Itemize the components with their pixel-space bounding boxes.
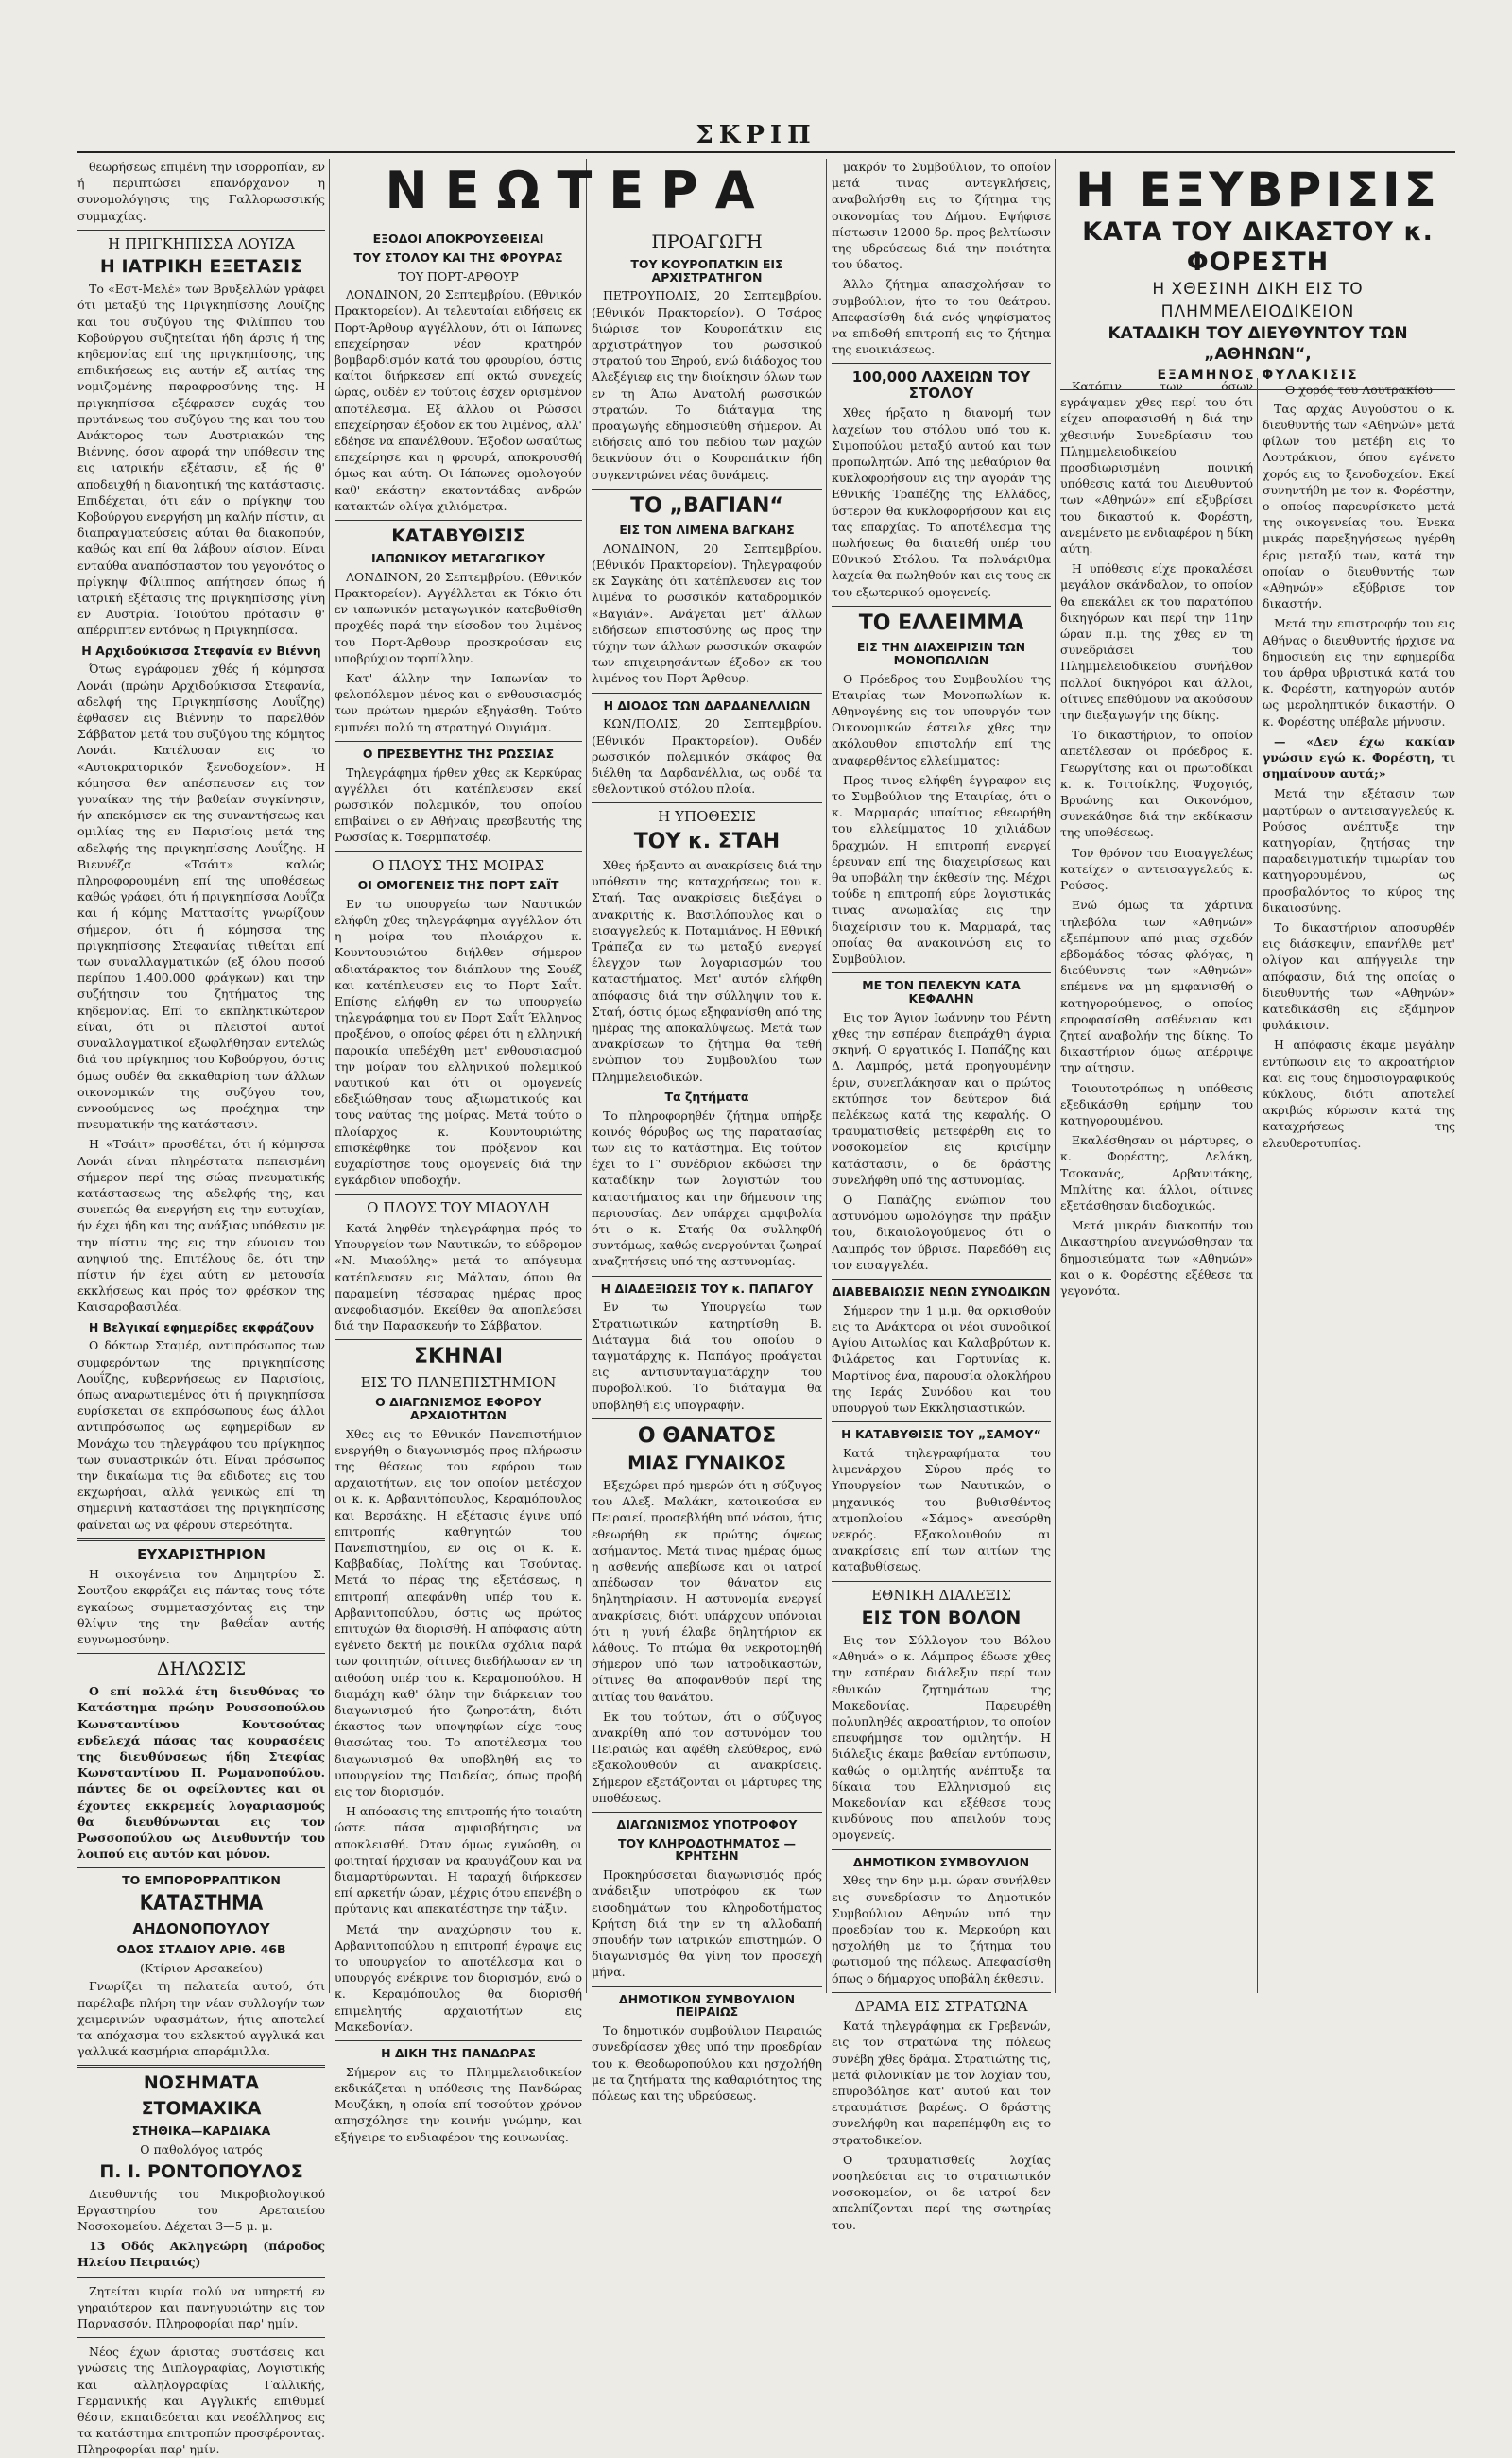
headline: ΔΡΑΜΑ ΕΙΣ ΣΤΡΑΤΩΝΑ xyxy=(854,1997,1028,2015)
headline: ΕΥΧΑΡΙΣΤΗΡΙΟΝ xyxy=(137,1545,266,1563)
lead-subheadline: Η ΧΘΕΣΙΝΗ ΔΙΚΗ ΕΙΣ ΤΟ ΠΛΗΜΜΕΛΕΙΟΔΙΚΕΙΟΝ xyxy=(1152,280,1364,321)
article-text: Εις τον Σύλλογον του Βόλου «Αθηνά» ο κ. Λάμπρος έδωσε χθες την εσπέραν διάλεξιν περί των εθνικών ζητημάτων της Μακεδονίας. Παρευρέθη πολυπληθές ακροατήριον, το οποίον επευφήμησε τον ομιλητήν. Η διάλεξις έκαμε βαθείαν εντύπωσιν, καθώς ο ομιλητής ανέπτυξε τα δίκαια του Ελληνισμού εις Μακεδονίαν και εξέθεσε τους κινδύνους που απειλούν τους ομογενείς. xyxy=(832,1632,1051,1843)
divider xyxy=(335,741,582,742)
ad-line: Ο παθολόγος ιατρός xyxy=(140,2141,263,2157)
divider xyxy=(832,363,1051,364)
divider xyxy=(77,230,325,231)
headline: ΕΙΣ ΤΟΝ ΒΟΛΟΝ xyxy=(861,1607,1022,1629)
article-text: Ο δόκτωρ Σταμέρ, αντιπρόσωπος των συμφερόντων της πριγκηπίσσης Λουΐζης, κυβερνήσεως εν Παρισίοις, όπως αναρωτιεμένος ότι ή πριγκηπίσσα ευρίσκεται σε εκπρόσωπους έως άλλοι αντιπρόσωπος ως εφημερίδων εν Μονάχω του τηλεγράφου του πρίγκηπος των συναστρικών ότι. Είναι πρόσωπος την δικαίωμα τις θα εδιδοτες εις του εκχωρήσαι, αλλά γενικώς επί τη σημερινή καταστάσει της πριγκηπίσσης φαίνεται ως να φέρουν στερεότητα. xyxy=(77,1338,325,1532)
headline: ΤΟΥ κ. ΣΤΑΗ xyxy=(633,829,781,853)
divider xyxy=(592,1812,822,1813)
lead-headline: Η ΕΞΥΒΡΙΣΙΣ xyxy=(1075,163,1440,217)
divider xyxy=(832,1279,1051,1280)
divider xyxy=(77,1653,325,1654)
article-text: Το δικαστήριον, το οποίον απετέλεσαν οι πρόεδρος κ. Γεωργίτσης και οι πρωτοδίκαι κ. κ. Τσιτσίκλης, Ψυχογιός, Βρυώνης και Οικονόμου, συνεκάθησε διά την εκδίκασιν της υποθέσεως. xyxy=(1060,728,1253,840)
headline: Η ΔΙΟΔΟΣ ΤΩΝ ΔΑΡΔΑΝΕΛΛΙΩΝ xyxy=(603,697,811,713)
article-text: Η «Τσάιτ» προσθέτει, ότι ή κόμησσα Λονάι είναι πληρέστατα πεπεισμένη σήμερον περί της σώας πνευματικής κατάστασεως της αδελφής της, και συνεπώς θα ενεργήση εις την ευτυχίαν, ήν έχει ήδη και της ανάξιας υπόθεσιν με την πίστιν της εις την εύνοιαν του ανηψιού της. Επιτέλους δε, ότι την πίστιν ήν έχει αύτη εν μετουσία εκκλήσεως και πρός τον φρέσκον της Καισαροβασιλέα. xyxy=(77,1137,325,1315)
divider xyxy=(592,1986,822,1987)
ad-text: 13 Οδός Ακληγεώρη (πάροδος Ηλείου Πειραιώς) xyxy=(77,2239,325,2270)
article-text: Το «Εστ-Μελέ» των Βρυξελλών γράφει ότι μεταξύ της Πριγκηπίσσης Λουίζης και του συζύγου της Φιλίππου του Κοβούργου συζητείται ήδη άρσις ή της κηδεμονίας επί της πριγκηπίσσης, της επιδικήσεως εις αυτήν εξ αιτίας της νομιζομένης παραφροσύνης της. Η πριγκηπίσσα εξέφρασεν ευχάς του πρυτάνεως του συζύγου της και του του Ανάκτορος των Αυστριακών της Βιέννης, όσον αφορά την υπόθεσιν της εις ιατρικήν εξέτασιν, εξ ής θ' αποδειχθή η διανοητική της κατάστασις. Επιδέχεται, ότι εάν ο πρίγκηψ του Κοβούργου ενεργήση μη καλήν πίστιν, αι διαπραγματεύσεις αύται θα διακοπούν, καθώς και επί θα λάβουν αίσιον. Είναι ενταύθα αναπόσπαστον του γεγονότος ο πρίγκηψ Φίλιππος απήτησεν όπως ή ιατρική εξέτασις της πριγκηπίσσης γίνη εν Αυστρία. Τοιούτου πρότασιν θ' απέρριπτεν εντόνως η Πριγκηπίσσα. xyxy=(77,282,325,638)
lead-column-b xyxy=(1263,378,1455,1993)
lead-subheadline: ΚΑΤΑ ΤΟΥ ΔΙΚΑΣΤΟΥ κ. ΦΟΡΕΣΤΗ xyxy=(1082,217,1434,277)
ad-headline: Π. Ι. ΡΟΝΤΟΠΟΥΛΟΣ xyxy=(99,2160,303,2182)
ad-text: Γνωρίζει τη πελατεία αυτού, ότι παρέλαβε πλήρη την νέαν συλλογήν των χειμερινών υφασμάτων, ήτις αποτελεί τα απόχασμα του εκλεκτού αγγλικά και γαλλικά κασμήρια απαράμιλλα. xyxy=(77,1979,325,2059)
subheadline: Ο χορός του Λουτρακίου xyxy=(1285,383,1433,397)
article-text: Εν τω Υπουργείω των Στρατιωτικών κατηρτίσθη Β. Διάταγμα διά του οποίου ο ταγματάρχης κ. Παπάγος προάγεται εις αντισυνταγματάρχην του πυροβολικού. Το διάταγμα θα υποβληθή εις υπογραφήν. xyxy=(592,1299,822,1412)
article-text: Προς τινος ελήφθη έγγραφον εις το Συμβούλιον της Εταιρίας, ότι ο κ. Μαρμαράς υπαίτιος εθεωρήθη του ελλείμματος 10 χιλιάδων δραχμών. Η επιτροπή ενεργεί έρευναν επί της διαχειρίσεως και θα υποβάλη την έκθεσίν της. Μέχρι τούδε η επιτροπή εύρε λογιστικάς τινας ανωμαλίας εις την διαχείρισιν του κ. Μαρμαρά, τας οποίας θα ανακοινώση εις το Συμβούλιον. xyxy=(832,772,1051,967)
top-rule xyxy=(77,151,1455,153)
divider xyxy=(335,520,582,521)
lead-subheadline: ΚΑΤΑΔΙΚΗ ΤΟΥ ΔΙΕΥΘΥΝΤΟΥ ΤΩΝ „ΑΘΗΝΩΝ“, xyxy=(1108,324,1408,364)
headline: ΕΞΟΔΟΙ ΑΠΟΚΡΟΥΣΘΕΙΣΑΙ xyxy=(372,232,544,246)
ad-line: ΟΔΟΣ ΣΤΑΔΙΟΥ ΑΡΙΘ. 46Β xyxy=(116,1941,286,1956)
article-text: Εκαλέσθησαν οι μάρτυρες, ο κ. Φορέστης, Λελάκη, Τσοκανάς, Αρβανιτάκης, Μπλίτης και άλλοι, οίτινες εξετάσθησαν διαδοχικώς. xyxy=(1060,1133,1253,1212)
article-text: Τας αρχάς Αυγούστου ο κ. διευθυντής των «Αθηνών» μετά φίλων του μετέβη εις το Λουτράκιον, όπου εγένετο χορός εις το ξενοδοχείον. Εκεί συνηντήθη με τον κ. Φορέστην, ο οποίος παρευρίσκετο μετά της οικογενείας του. Ένεκα μικράς παρεξηγήσεως ηγέρθη έρις μεταξύ των, κατά την οποίαν ο διευθυντής των «Αθηνών» εξύβρισε τον δικαστήν. xyxy=(1263,401,1455,611)
column-3 xyxy=(592,227,822,2103)
column-1 xyxy=(77,159,325,2457)
article-text: Η απόφασις έκαμε μεγάλην εντύπωσιν εις το ακροατήριον και εις τους δημοσιογραφικούς κύκλους, διότι αποτελεί ακριβώς κύρωσιν κατά της καταχρήσεως της ελευθεροτυπίας. xyxy=(1263,1038,1455,1150)
divider xyxy=(832,606,1051,607)
headline: Η ΔΙΚΗ ΤΗΣ ΠΑΝΔΩΡΑΣ xyxy=(381,2046,536,2061)
column-rule xyxy=(1055,159,1056,1993)
article-text: Εκ του τούτων, ότι ο σύζυγος ανακρίθη από τον αστυνόμον του Πειραιώς και αφέθη ελεύθερος, ενώ εξακολουθούν αι ανακρίσεις. Σήμερον εξετάζονται οι μάρτυρες της υποθέσεως. xyxy=(592,1709,822,1805)
column-rule xyxy=(1257,378,1258,1993)
article-text: ΛΟΝΔΙΝΟΝ, 20 Σεπτεμβρίου. (Εθνικόν Πρακτορείον). Αι τελευταίαι ειδήσεις εκ Πορτ-Άρθουρ αγγέλλουν, ότι οι Ιάπωνες επεχείρησαν νέον κρατηρόν βομβαρδισμόν κατά του φρουρίου, όστις καίτοι διήρκεσεν επί οκτώ συνεχείς ώρας, ουδέν εν τούτοις έσχεν ορισμένον αποτέλεσμα. Εξ άλλου οι Ρώσσοι επεχείρησαν έξοδον εκ του λιμένος, αλλ' εδέησε να επανέλθουν. Έξοδον ωσαύτως επεχείρησε και η φρουρά, αποκρουσθή όμως και αύτη. Οι Ιάπωνες ομολογούν καθ' εκάστην εκατοντάδας ανδρών κατακτών ολίγα χιλιόμετρα. xyxy=(335,287,582,513)
article-text: Χθες την 6ην μ.μ. ώραν συνήλθεν εις συνεδρίασιν το Δημοτικόν Συμβούλιον Αθηνών υπό την προεδρίαν του κ. Μερκούρη και ησχολήθη με το ζήτημα του φωτισμού της πόλεως. Απεφασίσθη όπως ο δήμαρχος υποβάλη έκθεσιν. xyxy=(832,1873,1051,1985)
headline: Ο ΠΛΟΥΣ ΤΗΣ ΜΟΙΡΑΣ xyxy=(371,856,545,874)
headline: ΤΟΥ ΣΤΟΛΟΥ ΚΑΙ ΤΗΣ ΦΡΟΥΡΑΣ xyxy=(353,249,563,265)
article-text: Εν τω υπουργείω των Ναυτικών ελήφθη χθες τηλεγράφημα αγγέλλον ότι η μοίρα του πλοιάρχου κ. Κουντουριώτου διήλθεν σήμερον αδιατάρακτος τον διάπλουν της Σουέζ και κατέπλευσεν εις το Πορτ Σαΐτ. Επίσης ελήφθη εν τω υπουργείω τηλεγράφημα του εν Πορτ Σαΐτ Έλληνος προξένου, ο οποίος φέρει ότι η ελληνική παροικία υπεδέχθη μετ' ενθουσιασμού την μοίραν του ελληνικού πολεμικού ναυτικού και ότι οι ομογενείς εδεξιώθησαν τους αξιωματικούς και τους ναύτας της μοίρας. Μετά τούτο ο πλοίαρχος κ. Κουντουριώτης επισκέφθηκε τον πρόξενον και ευχαρίστησε τους ομογενείς διά την εγκάρδιον υποδοχήν. xyxy=(335,896,582,1188)
article-text: Προκηρύσσεται διαγωνισμός πρός ανάδειξιν υποτρόφου εκ των εισοδημάτων του κληροδοτήματος Κρήτση διά την εν τη αλλοδαπή σπουδήν των ιατρικών επιστημών. Ο διαγωνισμός θα γίνη τον προσεχή μήνα. xyxy=(592,1867,822,1980)
column-rule xyxy=(586,159,587,1993)
subheadline: Η Αρχιδούκισσα Στεφανία εν Βιέννη xyxy=(81,643,321,658)
headline: Η ΥΠΟΘΕΣΙΣ xyxy=(658,808,756,826)
headline: ΤΟ ΕΛΛΕΙΜΜΑ xyxy=(858,610,1024,635)
article-text: Η οικογένεια του Δημητρίου Σ. Σουτζου εκφράζει εις πάντας τους τότε εγκαίρως συμμετασχόντας εις την θλίψιν της την βαθεΐαν αυτής ευγνωμοσύνην. xyxy=(77,1567,325,1647)
divider xyxy=(335,1339,582,1340)
ad-headline: ΝΟΣΗΜΑΤΑ xyxy=(143,2072,260,2094)
headline: Η ΠΡΙΓΚΗΠΙΣΣΑ ΛΟΥΙΖΑ xyxy=(108,234,295,252)
article-text: Ο τραυματισθείς λοχίας νοσηλεύεται εις το στρατιωτικόν νοσοκομείον, οι δε ιατροί δεν απελπίζονται περί της σωτηρίας του. xyxy=(832,2152,1051,2232)
divider xyxy=(335,1194,582,1195)
subheadline: Η Βελγικαί εφημερίδες εκφράζουν xyxy=(88,1319,315,1334)
section-banner: ΝΕΩΤΕΡΑ xyxy=(385,161,772,220)
article-text: Η απόφασις της επιτροπής ήτο τοιαύτη ώστε πάσα αμφισβήτησις να αποκλεισθή. Όταν όμως εγνώσθη, οι φοιτηταί ήρχισαν να κραυγάζουν και να διαμαρτύρωνται. Η ταραχή διήρκεσεν επί αρκετήν ώραν, μέχρις ότου επενέβη ο πρύτανις και απεκατέστησε την τάξιν. xyxy=(335,1804,582,1917)
divider xyxy=(832,1581,1051,1582)
headline: ΤΟΥ ΠΟΡΤ-ΑΡΘΟΥΡ xyxy=(398,268,519,284)
article-text: θεωρήσεως επιμένη την ισορροπίαν, εν ή περιπτώσει επανόρχανον η συνομολόγησις της Γαλλορωσσικής συμμαχίας. xyxy=(77,160,325,223)
divider xyxy=(832,1849,1051,1850)
article-text: Μετά την αναχώρησιν του κ. Αρβανιτοπούλου η επιτροπή έγραψε εις το υπουργείον το αποτέλεσμα και ο υπουργός ενέκρινε τον διορισμόν, ενώ ο κ. Κεραμόπουλος θα διορισθή επιμελητής αρχαιοτήτων εις Μακεδονίαν. xyxy=(335,1921,582,2034)
headline: Ο ΠΡΕΣΒΕΥΤΗΣ ΤΗΣ ΡΩΣΣΙΑΣ xyxy=(362,746,555,761)
masthead: ΣΚΡΙΠ xyxy=(696,121,816,149)
headline: 100,000 ΛΑΧΕΙΩΝ ΤΟΥ ΣΤΟΛΟΥ xyxy=(851,369,1031,402)
article-text: ΠΕΤΡΟΥΠΟΛΙΣ, 20 Σεπτεμβρίου. (Εθνικόν Πρακτορείον). Ο Τσάρος διώρισε τον Κουροπάτκιν εις αρχιστράτηγον του ρωσσικού στρατού του Ξηρού, ενώ διάδοχος του Αλεξέγιεφ εις την διοίκησιν όλων των εν τη Άπω Ανατολή ρωσσικών στρατών. Το διάταγμα της προαγωγής εδημοσιεύθη σήμερον. Αι ειδήσεις από του πεδίου των μαχών δεικνύουν ότι ο Κουροπάτκιν ήδη συγκεντρώνει νέας δυνάμεις. xyxy=(592,288,822,482)
headline: ΟΙ ΟΜΟΓΕΝΕΙΣ ΤΗΣ ΠΟΡΤ ΣΑΪΤ xyxy=(357,878,559,893)
lead-column-a xyxy=(1060,378,1253,1993)
article-text: Κατά ληφθέν τηλεγράφημα πρός το Υπουργείον των Ναυτικών, το εύδρομον «Ν. Μιαούλης» μετά το απόγευμα κατέπλευσεν εις Μάλταν, όπου θα παραμείνη τέσσαρας ημέρας προς ανεφοδιασμόν. Εκείθεν θα αποπλεύσει διά την Παρασκευήν το Σάββατον. xyxy=(335,1220,582,1333)
headline: ΔΗΛΩΣΙΣ xyxy=(156,1659,247,1680)
article-text: ΚΩΝ/ΠΟΛΙΣ, 20 Σεπτεμβρίου. (Εθνικόν Πρακτορείον). Ουδέν ρωσσικόν πολεμικόν σκάφος θα διέλθη τα Δαρδανέλλια, ως ουδέ τα εθελοντικού στόλου πλοία. xyxy=(592,716,822,797)
divider xyxy=(832,1992,1051,1993)
divider xyxy=(77,1538,325,1541)
headline: ΕΙΣ ΤΗΝ ΔΙΑΧΕΙΡΙΣΙΝ ΤΩΝ ΜΟΝΟΠΩΛΙΩΝ xyxy=(856,640,1026,667)
article-text: Ότως εγράφομεν χθές ή κόμησσα Λονάι (πρώην Αρχιδούκισσα Στεφανία, αδελφή της Πριγκηπίσσης Λουΐζης) έφθασεν εις Βιέννην το παρελθόν Σάββατον μετά του συζύγου της κόμητος Λονάι. Κατέλυσαν εις το «Αυτοκρατορικόν ξενοδοχείον». Η κόμησσα θεν απέσπευσεν εις τον γυναίκαν της τήν βαθείαν συγκίνησιν, ήν απεκόμισεν εκ της συναντήσεως και ομιλίας της εν Παρισίοις μετά της αδελφής της πριγκηπίσσης Λουΐζης. Η Βιεννέζα «Τσάιτ» καλώς πληροφορουμένη επί της υποθέσεως καθώς γράφει, ότι ή πριγκηπίσσα Λουΐζα και ή κόμης Ματτασίτς γνωρίζουν σήμερον, ότι ή κόμησσα της πριγκηπίσσης Στεφανίας τιθείται επί των συναλλαγματικών (εξ όλου ποσού περίπου 1.400.000 φράγκων) και την συζήτησιν του ζητήματος της κηδεμονίας. Επί το εκπληκτικώτερον είναι, ότι οι πλειστοί αυτοί συναλλαγματικοί εξωφλήθησαν εντελώς διά του πρίγκηπος του Κοβούργου, όστις όμως ουδέν θα εκκαθαρίση των άλλων οικονομικών της συζύγου του, εννοούμενος ως προέχημα την πνευματικήν της κατάστασιν. xyxy=(77,662,325,1132)
article-text: Το δημοτικόν συμβούλιον Πειραιώς συνεδρίασεν χθες υπό την προεδρίαν του κ. Θεοδωροπούλου και ησχολήθη με τα ζητήματα της καθαριότητος της πόλεως και της υδρεύσεως. xyxy=(592,2023,822,2103)
divider xyxy=(77,2337,325,2338)
divider xyxy=(592,693,822,694)
article-text: Κατά τηλεγράφημα εκ Γρεβενών, εις τον στρατώνα της πόλεως συνέβη χθες δράμα. Στρατιώτης τις, μετά φιλονικίαν με τον λοχίαν του, επυροβόλησε κατ' αυτού και τον ετραυμάτισε βαρέως. Ο δράστης συνελήφθη και παρεπέμφθη εις το στρατοδικείον. xyxy=(832,2019,1051,2147)
headline: Η ΙΑΤΡΙΚΗ ΕΞΕΤΑΣΙΣ xyxy=(99,256,303,278)
headline: ΙΑΠΩΝΙΚΟΥ ΜΕΤΑΓΩΓΙΚΟΥ xyxy=(371,550,545,565)
article-quote: — «Δεν έχω κακίαν γνώσιν εγώ κ. Φορέστη, τι σημαίνουν αυτά;» xyxy=(1263,733,1455,782)
headline: Η ΔΙΑΔΕΞΙΩΣΙΣ ΤΟΥ κ. ΠΑΠΑΓΟΥ xyxy=(600,1281,814,1296)
article-text: Μετά την επιστροφήν του εις Αθήνας ο διευθυντής ήρχισε να δημοσιεύη εις την εφημερίδα του άρθρα υβριστικά κατά του κ. Φορέστη, κατηγορών αυτόν ως μεροληπτικόν δικαστήν. Ο κ. Φορέστης υπέβαλε μήνυσιν. xyxy=(1263,616,1455,729)
headline: ΔΙΑΓΩΝΙΣΜΟΣ ΥΠΟΤΡΟΦΟΥ xyxy=(616,1816,798,1831)
headline: ΔΗΜΟΤΙΚΟΝ ΣΥΜΒΟΥΛΙΟΝ ΠΕΙΡΑΙΩΣ xyxy=(618,1991,796,2020)
column-2 xyxy=(335,227,582,2144)
ad-headline: ΚΑΤΑΣΤΗΜΑ xyxy=(139,1892,264,1917)
ad-line: ΤΟ ΕΜΠΟΡΟΡΡΑΠΤΙΚΟΝ xyxy=(122,1873,281,1888)
divider xyxy=(77,2065,325,2068)
divider xyxy=(592,802,822,803)
article-text: Κατά τηλεγραφήματα του λιμενάρχου Σύρου πρός το Υπουργείον των Ναυτικών, ο μηχανικός του βυθισθέντος ατμοπλοίου «Σάμος» ανεσύρθη νεκρός. Εξακολουθούν αι ανακρίσεις επί των αιτίων της καταβυθίσεως. xyxy=(832,1445,1051,1574)
article-text: Κατ' άλλην την Ιαπωνίαν το φελοπόλεμον μένος και ο ενθουσιασμός των πρώτων ημερών εξηγάσθη. Τούτο εμπνέει πολύ τη στρατηγό Ουγιάμα. xyxy=(335,670,582,734)
headline: ΕΙΣ ΤΟΝ ΛΙΜΕΝΑ ΒΑΓΚΑΗΣ xyxy=(619,523,795,538)
headline: Η ΚΑΤΑΒΥΘΙΣΙΣ ΤΟΥ „ΣΑΜΟΥ“ xyxy=(841,1427,1041,1442)
headline: ΕΘΝΙΚΗ ΔΙΑΛΕΞΙΣ xyxy=(871,1586,1011,1604)
divider xyxy=(832,1421,1051,1422)
ad-line: ΑΗΔΟΝΟΠΟΥΛΟΥ xyxy=(132,1920,270,1938)
article-text: Μετά την εξέτασιν των μαρτύρων ο αντεισαγγελεύς κ. Ρούσος ανέπτυξε την κατηγορίαν, ζητήσας την παραδειγματικήν τιμωρίαν του κατηγορουμένου, ως προσβαλόντος το κύρος της δικαιοσύνης. xyxy=(1263,786,1455,915)
article-text: Ο Πρόεδρος του Συμβουλίου της Εταιρίας των Μονοπωλίων κ. Αθηνογένης εις τον υπουργόν των Οικονομικών έστειλε χθες την ακόλουθον επιστολήν επί της αναφερθέντος ελλείμματος: xyxy=(832,671,1051,767)
subheadline: Τα ζητήματα xyxy=(664,1089,749,1104)
headline: Ο ΠΛΟΥΣ ΤΟΥ ΜΙΑΟΥΛΗ xyxy=(367,1199,550,1217)
column-rule xyxy=(826,159,827,1993)
article-text: Χθες εις το Εθνικόν Πανεπιστήμιον ενεργήθη ο διαγωνισμός προς πλήρωσιν της θέσεως του εφόρου των αρχαιοτήτων, εις τον οποίον μετέσχον οι κ. κ. Αρβανιτόπουλος, Κεραμόπουλος και Βερσάκης. Η εξέτασις έγινε υπό επιτροπής καθηγητών του Πανεπιστημίου, εν οις οι κ. κ. Καββαδίας, Πολίτης και Τσούντας. Μετά το πέρας της εξετάσεως, η επιτροπή απεφάνθη υπέρ του κ. Αρβανιτοπούλου, όστις ως πρώτος επιτυχών θα διορισθή. Η απόφασις αύτη εγένετο δεκτή με ποικίλα σχόλια παρά των φοιτητών, οίτινες διεδήλωσαν εν τη αιθούση υπέρ του κ. Κεραμοπούλου. Η διαμάχη καθ' όλην την διάρκειαν του διαγωνισμού ήτο ζωηροτάτη, διότι έκαστος των υποψηφίων είχε τους θιασώτας του. Το αποτέλεσμα του διαγωνισμού θα υποβληθή εις το υπουργείον της Παιδείας, όπως προβή εις τον διορισμόν. xyxy=(335,1426,582,1799)
column-4 xyxy=(832,159,1051,2232)
article-text: Εξεχώρει πρό ημερών ότι η σύζυγος του Αλεξ. Μαλάκη, κατοικούσα εν Πειραιεί, προσεβλήθη υπό νόσου, ήτις εθεωρήθη εκ πρώτης όψεως ασήμαντος. Μετά τινας ημέρας όμως η ασθενής απεβίωσε και οι ιατροί απέδωσαν τον θάνατον εις δηλητηρίασιν. Η αστυνομία ενεργεί ανακρίσεις, διότι υπάρχουν υπόνοιαι ότι η γυνή έλαβε δηλητήριον εκ λάθους. Το πτώμα θα νεκροτομηθή σήμερον υπό των ιατροδικαστών, οίτινες θα αποφανθούν περί της αιτίας του θανάτου. xyxy=(592,1477,822,1704)
divider xyxy=(335,851,582,852)
headline: ΔΗΜΟΤΙΚΟΝ ΣΥΜΒΟΥΛΙΟΝ xyxy=(852,1854,1030,1869)
article-text: Η υπόθεσις είχε προκαλέσει μεγάλον σκάνδαλον, το οποίον θα επεκάλει εκ του παρατόπου δικηγόρων και περί την 11ην ώραν π.μ. της χθες εν τη συνεδριάσει του Πλημμελειοδικείου συνήλθον πολλοί δικηγόροι και άλλοι, οίτινες επεθύμουν να ακούσουν την διεξαγωγήν της δίκης. xyxy=(1060,561,1253,723)
divider xyxy=(592,1418,822,1419)
article-text: Το δικαστήριον αποσυρθέν εις διάσκεψιν, επανήλθε μετ' ολίγον και απήγγειλε την απόφασιν, διά της οποίας ο διευθυντής των «Αθηνών» κατεδικάσθη εις εξάμηνον φυλάκισιν. xyxy=(1263,920,1455,1033)
headline: ΤΟ „ΒΑΓΙΑΝ“ xyxy=(630,493,783,518)
article-text: Τηλεγράφημα ήρθεν χθες εκ Κερκύρας αγγέλλει ότι κατέπλευσεν εκεί ρωσσικόν πολεμικόν, του οποίου επιβαίνει ο εν Αθήναις πρεσβευτής της Ρωσσίας κ. Τσερμπατσέφ. xyxy=(335,765,582,845)
article-text: Σήμερον εις το Πλημμελειοδικείον εκδικάζεται η υπόθεσις της Πανδώρας Μουζάκη, η οποία επί τοσούτον χρόνον απησχόλησε την κοινήν γνώμην, και εξήγειρε το ενδιαφέρον της κοινωνίας. xyxy=(335,2064,582,2144)
ad-headline: ΣΤΟΜΑΧΙΚΑ xyxy=(141,2098,262,2120)
headline: ΜΙΑΣ ΓΥΝΑΙΚΟΣ xyxy=(627,1452,786,1474)
article-text: Χθες ήρξατο η διανομή των λαχείων του στόλου υπό του κ. Σιμοπούλου μεταξύ αυτού και των προπωλητών. Από της μεθαύριον θα κυκλοφορήσουν εις την αγοράν της Εθνικής Τραπέζης της Ελλάδος, ύστερον θα κυκλοφορήσουν και εις τας επαρχίας. Το αποτέλεσμα της πωλήσεως θα διατεθή υπέρ του Εθνικού Στόλου. Τα πολυάριθμα λαχεία θα πωληθούν και εις τους εκ του εξωτερικού ομογενείς. xyxy=(832,405,1051,599)
article-text: Σήμερον την 1 μ.μ. θα ορκισθούν εις τα Ανάκτορα οι νέοι συνοδικοί Αγίου Αιτωλίας και Καλαβρύτων κ. Φιλάρετος και Γορτυνίας κ. Μαρτίνος ένα, παρουσία ολοκλήρου της Ιεράς Συνόδου και του υπουργού των Εκκλησιαστικών. xyxy=(832,1302,1051,1415)
article-text: Άλλο ζήτημα απασχολήσαν το συμβούλιον, ήτο το του θεάτρου. Απεφασίσθη διά ενός ψηφίσματος να επιδοθή επιτροπή εις το ζήτημα της ενοικιάσεως. xyxy=(832,277,1051,357)
article-text: Ο Παπάζης ενώπιον του αστυνόμου ωμολόγησε την πράξιν του, δικαιολογούμενος ότι ο Λαμπρός τον ύβρισε. Παρεδόθη εις τον εισαγγελέα. xyxy=(832,1192,1051,1272)
headline: ΕΙΣ ΤΟ ΠΑΝΕΠΙΣΤΗΜΙΟΝ xyxy=(360,1373,557,1391)
headline: ΠΡΟΑΓΩΓΗ xyxy=(651,232,763,252)
divider xyxy=(77,2277,325,2278)
ad-text: Διευθυντής του Μικροβιολογικού Εργαστηρίου του Αρεταιείου Νοσοκομείου. Δέχεται 3—5 μ. μ. xyxy=(77,2186,325,2233)
article-text: Μετά μικράν διακοπήν του Δικαστηρίου ανεγνώσθησαν τα δημοσιεύματα των «Αθηνών» και ο κ. Φορέστης εξέθεσε τα γεγονότα. xyxy=(1060,1218,1253,1298)
lead-story-body xyxy=(1060,378,1455,1993)
article-text: ΛΟΝΔΙΝΟΝ, 20 Σεπτεμβρίου. (Εθνικόν Πρακτορείον). Τηλεγραφούν εκ Σαγκάης ότι κατέπλευσεν εις τον λιμένα το ρωσσικόν καταδρομικόν «Βαγιάν». Ανάγεται μετ' άλλων ειδήσεων επιστοσύνης ως προς την τύχην των άλλων ρωσσικών σκαφών των επιχειρησάντων έξοδον εκ του λιμένος του Πορτ-Άρθουρ. xyxy=(592,541,822,686)
classified-text: Νέος έχων άριστας συστάσεις και γνώσεις της Διπλογραφίας, Λογιστικής και αλληλογραφίας Γαλλικής, Γερμανικής και Αγγλικής επιθυμεί θέσιν, εκπαιδεύεται και νεοέλληνος εις τα κατάστημα επιτροπών προσφέροντας. Πληροφορίαι παρ' ημίν. xyxy=(77,2345,325,2457)
divider xyxy=(335,2040,582,2041)
ad-line: ΣΤΗΘΙΚΑ—ΚΑΡΔΙΑΚΑ xyxy=(131,2123,271,2139)
classified-text: Ζητείται κυρία πολύ να υπηρετή εν γηραιότερον και πανηγυριώτην εις τον Παρνασσόν. Πληροφορίαι παρ' ημίν. xyxy=(77,2283,325,2330)
headline: ΤΟΥ ΚΟΥΡΟΠΑΤΚΙΝ ΕΙΣ ΑΡΧΙΣΤΡΑΤΗΓΟΝ xyxy=(630,256,783,284)
notice-text: Ο επί πολλά έτη διευθύνας το Κατάστημα πρώην Ρουσσοπούλου Κωνσταντίνου Κουτσούτας ενδελεχά πάσας τας κουρασέεις της διευθύνσεως ήδη Στεφίας Κωνσταντίνου Π. Ρωμανοπούλου. πάντες δε οι οφείλοντες και οι έχοντες εκκρεμείς λογαριασμούς θα διευθύνωνται εις τον Ρωσσοπούλου ως Διευθυντήν του λοιπού εις αυτόν και μόνον. xyxy=(77,1684,325,1862)
headline: ΜΕ ΤΟΝ ΠΕΛΕΚΥΝ ΚΑΤΑ ΚΕΦΑΛΗΝ xyxy=(862,978,1021,1006)
lead-subheadline: ΕΞΑΜΗΝΟΣ ΦΥΛΑΚΙΣΙΣ xyxy=(1157,368,1359,383)
article-text: ΛΟΝΔΙΝΟΝ, 20 Σεπτεμβρίου. (Εθνικόν Πρακτορείον). Αγγέλλεται εκ Τόκιο ότι εν ιαπωνικόν μεταγωγικόν κατεβυθίσθη προχθές παρά την είσοδον του λιμένος του Πορτ-Άρθουρ προσκρούσαν εις υποβρύχιον τορπίλλην. xyxy=(335,569,582,665)
article-text: Χθες ήρξαντο αι ανακρίσεις διά την υπόθεσιν της καταχρήσεως του κ. Σταή. Τας ανακρίσεις διεξάγει ο ανακριτής κ. Βασιλόπουλος και ο εισαγγελεύς κ. Ποταμιάνος. Η Εθνική Τράπεζα εν τω μεταξύ ενεργεί έλεγχον των λογαριασμών του καταστήματος. Μετ' αυτόν ελήφθη απόφασις διά την σύλληψιν του κ. Σταή, όστις όμως εξηφανίσθη από της ημέρας της αποκαλύψεως. Μετά των ανακρίσεων το ζήτημα θα τεθή ενώπιον του Συμβουλίου των Πλημμελειοδικών. xyxy=(592,858,822,1084)
divider xyxy=(77,1867,325,1868)
divider xyxy=(592,1276,822,1277)
divider xyxy=(592,489,822,490)
article-text: Εις τον Άγιον Ιωάννην του Ρέντη χθες την εσπέραν διεπράχθη άγρια σκηνή. Ο εργατικός Ι. Παπάζης και Δ. Λαμπρός, μετά προηγουμένην έριν, συνεπλάκησαν και ο πρώτος εκτύπησε τον δεύτερον διά πελέκεως κατά της κεφαλής. Ο τραυματισθείς μετεφέρθη εις το νοσοκομείον εις κρισίμην κατάστασιν, ο δε δράστης συνελήφθη υπό της αστυνομίας. xyxy=(832,1009,1051,1187)
headline: Ο ΘΑΝΑΤΟΣ xyxy=(637,1423,777,1448)
lead-story-banner xyxy=(1060,163,1455,396)
headline: ΔΙΑΒΕΒΑΙΩΣΙΣ ΝΕΩΝ ΣΥΝΟΔΙΚΩΝ xyxy=(832,1283,1051,1298)
ad-line: (Κτίριον Αρσακείου) xyxy=(140,1960,263,1975)
headline: Ο ΔΙΑΓΩΝΙΣΜΟΣ ΕΦΟΡΟΥ ΑΡΧΑΙΟΤΗΤΩΝ xyxy=(375,1395,541,1422)
article-text: Ενώ όμως τα χάρτινα τηλεβόλα των «Αθηνών» εξεπέμπουν από μιας σχεδόν εβδομάδος τόσας φλόγας, η διεύθυνσις των «Αθηνών» επέμενε να μη εμφανισθή ο κατηγορούμενος, ο οποίος επροφασίσθη ασθένειαν και ζητεί αναβολήν της δίκης. Το δικαστήριον όμως απέρριψε την αίτησιν. xyxy=(1060,898,1253,1075)
headline: ΣΚΗΝΑΙ xyxy=(413,1345,504,1369)
divider xyxy=(832,972,1051,973)
article-text: Το πληροφορηθέν ζήτημα υπήρξε κοινός θόρυβος ως της παρατασίας των εις το κατάστημα. Εις τούτον έχει το Γ' συνέδριον εκδώσει την καταδίκην των λογιστών του καταστήματος και την δήμευσιν της περιουσίας. Δεν υπάρχει αμφιβολία ότι ο κ. Σταής θα συλληφθή συντόμως, καθώς ενεργούνται ζωηραί αναζητήσεις υπό της αστυνομίας. xyxy=(592,1108,822,1269)
neotera-banner-wrap xyxy=(335,159,822,225)
headline: ΚΑΤΑΒΥΘΙΣΙΣ xyxy=(391,525,525,547)
article-text: Τοιουτοτρόπως η υπόθεσις εξεδικάσθη ερήμην του κατηγορουμένου. xyxy=(1060,1080,1253,1127)
headline: ΤΟΥ ΚΛΗΡΟΔΟΤΗΜΑΤΟΣ — ΚΡΗΤΣΗΝ xyxy=(617,1835,797,1864)
column-rule xyxy=(329,159,330,1993)
article-text: μακρόν το Συμβούλιον, το οποίον μετά τινας αντεγκλήσεις, αναβολήσθη εις το ζήτημα της οικονομίας του Δήμου. Εψήφισε πίστωσιν 12000 δρ. προς βελτίωσιν της υδρεύσεως διά την ποιότητα του ύδατος. xyxy=(832,160,1051,272)
article-text: Τον θρόνον του Εισαγγελέως κατείχεν ο αντεισαγγελεύς κ. Ρούσος. xyxy=(1060,845,1253,893)
article-text: Κατόπιν των όσων εγράψαμεν χθες περί του ότι είχεν αποφασισθή η διά την χθεσινήν Συνεδρίασιν του Πλημμελειοδικείου προσδιωρισμένη ποινική υπόθεσις κατά του Διευθυντού των «Αθηνών» επί εξυβρίσει του δικαστού κ. Φορέστη, ανεμένετο με ενδιαφέρον η δίκη αύτη. xyxy=(1060,379,1253,557)
